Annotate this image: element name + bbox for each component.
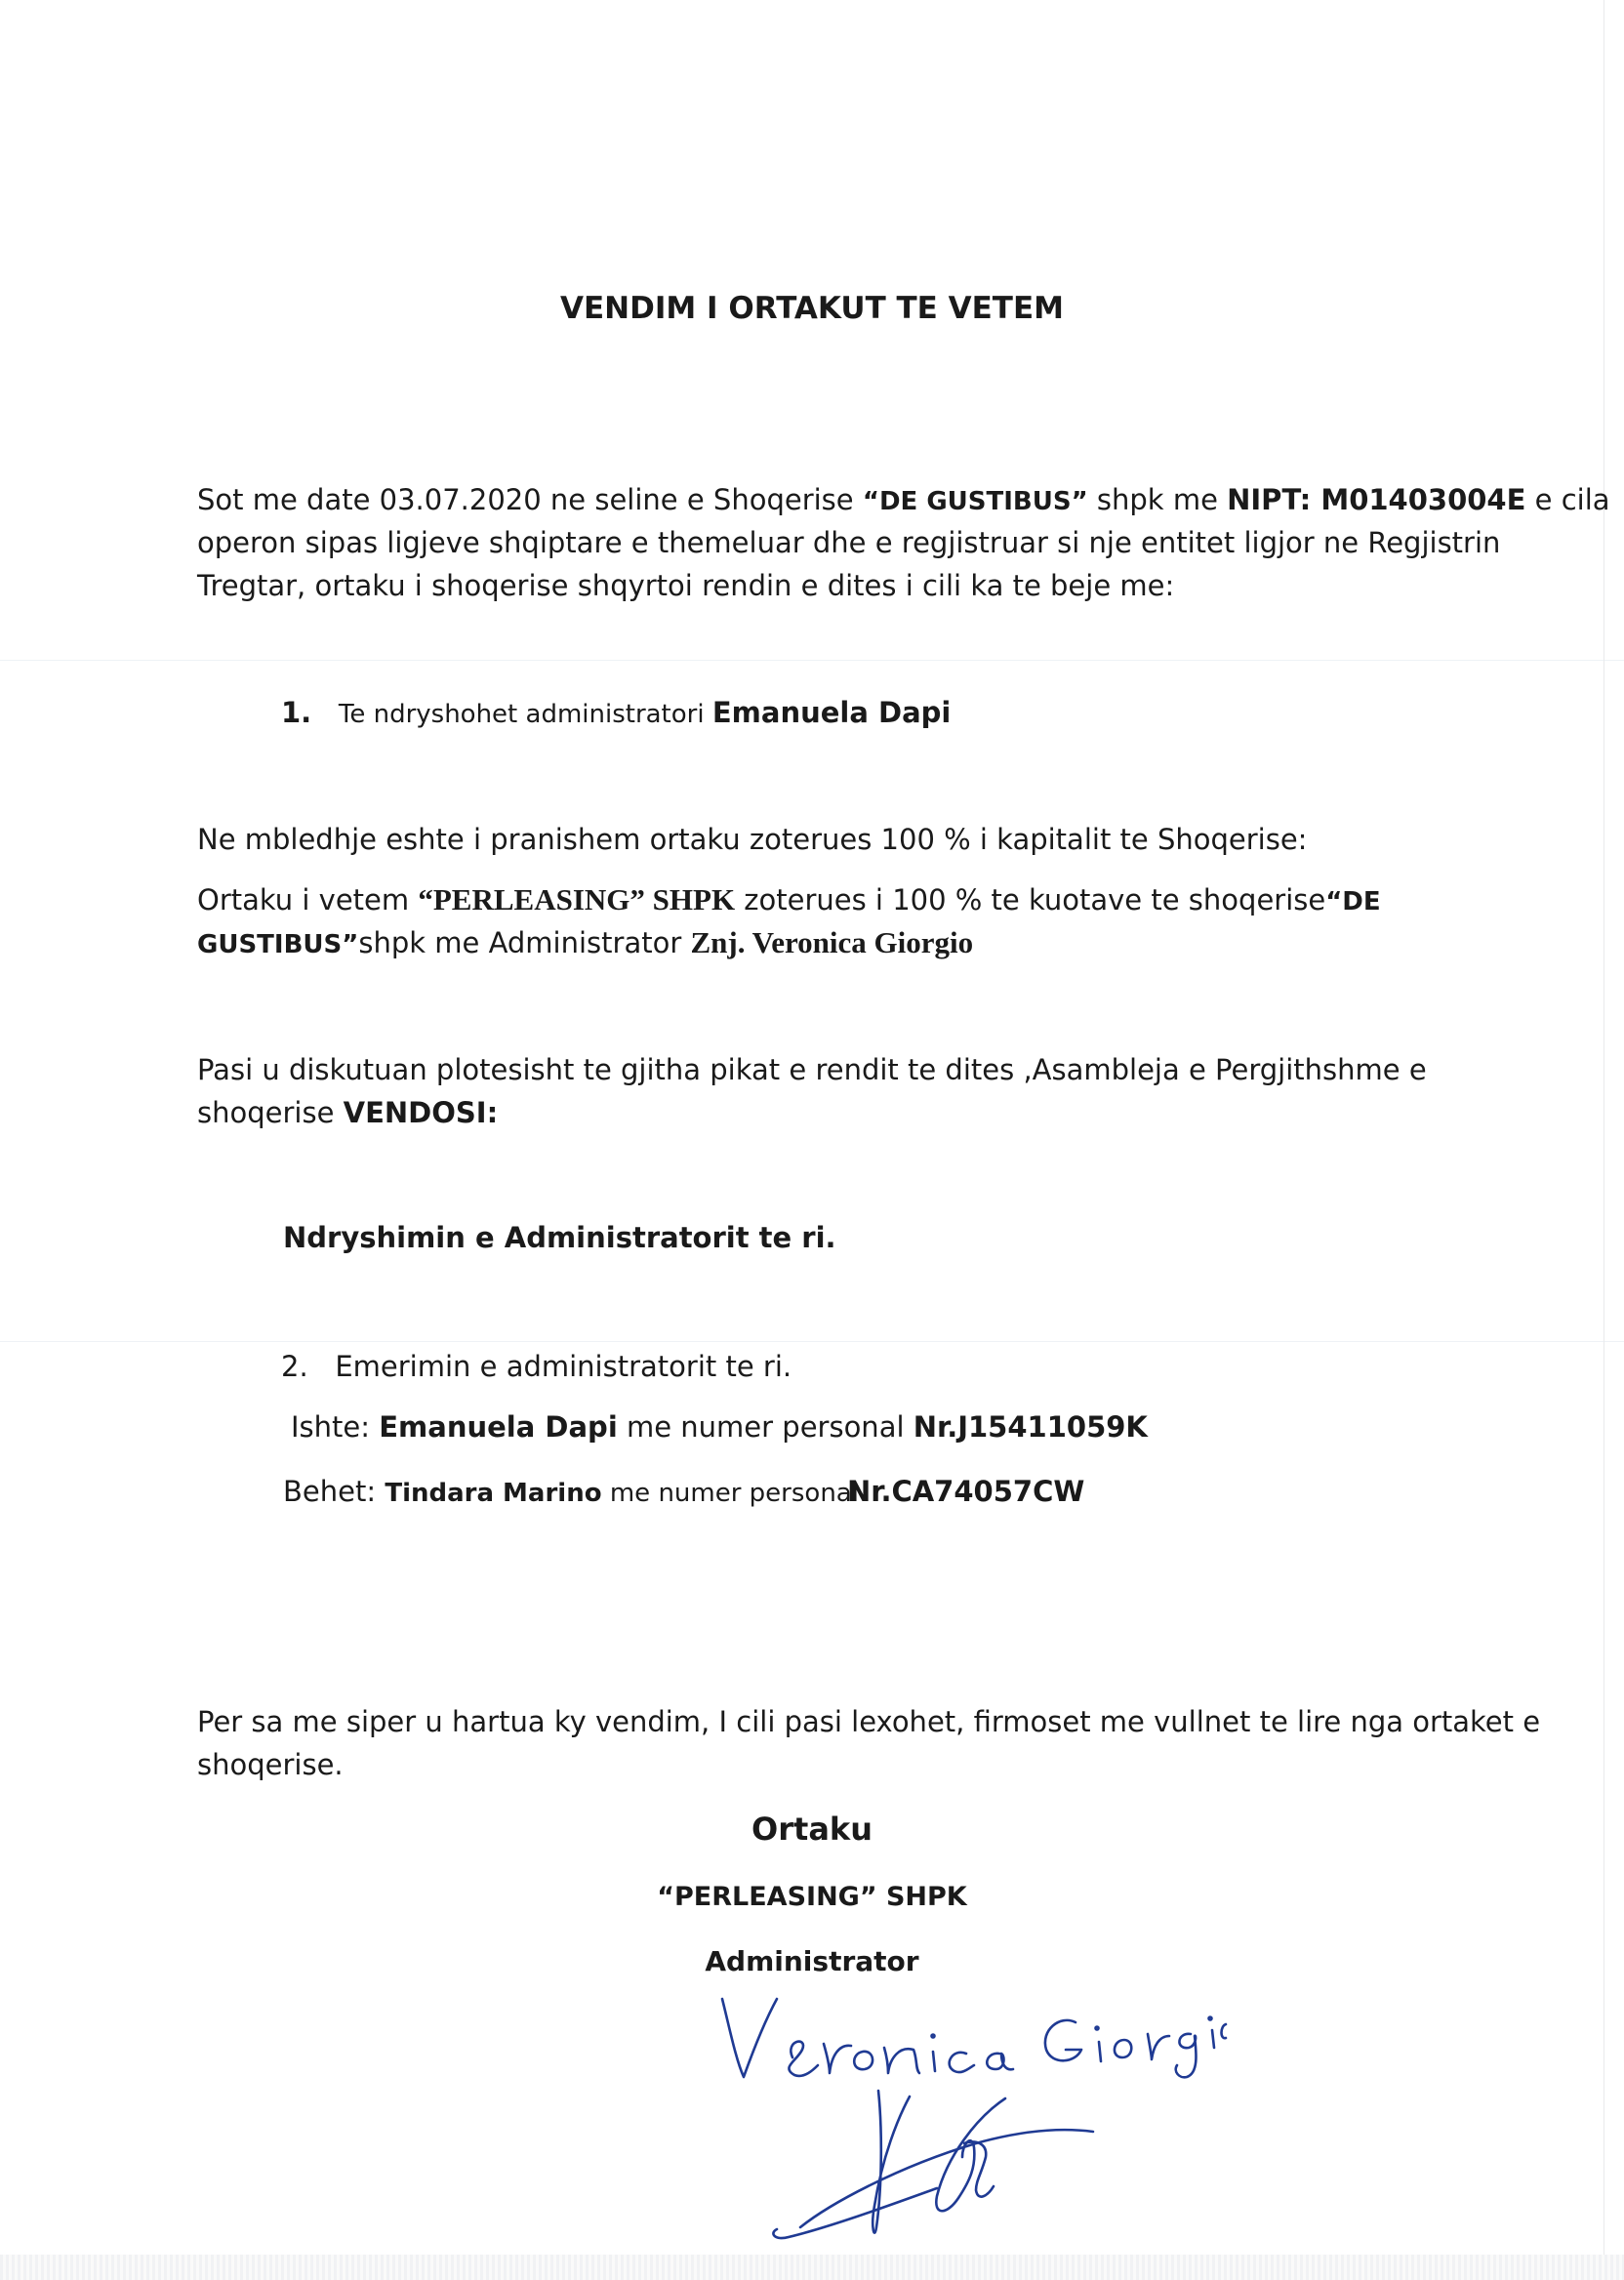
current-administrator	[291, 1405, 1148, 1448]
new-administrator	[283, 1470, 859, 1515]
partner-company: “PERLEASING” SHPK	[418, 882, 736, 916]
administrator-name: Emanuela Dapi	[711, 696, 952, 729]
scan-artifact-line	[0, 660, 1624, 661]
company-name: GUSTIBUS”	[197, 930, 359, 959]
signature-title: Administrator	[705, 1945, 919, 1977]
handwritten-signature	[683, 1972, 1230, 2264]
intro-text: Sot me date 03.07.2020 ne seline e Shoqerise	[197, 483, 863, 516]
closing-line-1: Per sa me siper u hartua ky vendim, I cili pasi lexohet, firmoset me vullnet te lire nga ortaket e	[197, 1705, 1541, 1738]
label: Behet:	[283, 1475, 386, 1508]
personal-number: Nr.J15411059K	[913, 1410, 1148, 1444]
intro-text: shpk me	[1087, 483, 1228, 516]
administrator-name: Emanuela Dapi	[379, 1410, 618, 1444]
decision-line-1: Pasi u diskutuan plotesisht te gjitha pikat e rendit te dites ,Asambleja e Pergjithshme e	[197, 1053, 1427, 1086]
closing-line-2: shoqerise.	[197, 1748, 344, 1781]
signature-role: Ortaku	[751, 1811, 873, 1848]
agenda-number: 2.	[281, 1350, 308, 1383]
partner-line-1	[197, 878, 1381, 923]
label: Ishte:	[291, 1410, 380, 1444]
agenda-item-1	[281, 691, 951, 736]
intro-line-1	[197, 478, 1610, 523]
intro-line-2: operon sipas ligjeve shqiptare e themeluar dhe e regjistruar si nje entitet ligjor ne Regjistrin	[197, 526, 1501, 559]
meeting-statement: Ne mbledhje eshte i pranishem ortaku zoterues 100 % i kapitalit te Shoqerise:	[197, 823, 1308, 856]
intro-text: e cila	[1525, 483, 1610, 516]
signature-company: “PERLEASING” SHPK	[657, 1882, 967, 1912]
decision-keyword: VENDOSI:	[343, 1096, 499, 1129]
partner-text: Ortaku i vetem	[197, 883, 419, 916]
label: me numer personal	[601, 1479, 859, 1508]
partner-administrator: Znj. Veronica Giorgio	[690, 925, 974, 959]
partner-line-2	[197, 921, 973, 966]
company-name: “DE GUSTIBUS”	[862, 487, 1088, 516]
label: me numer personal	[617, 1410, 914, 1444]
agenda-number: 1.	[281, 696, 312, 729]
intro-line-3: Tregtar, ortaku i shoqerise shqyrtoi rendin e dites i cili ka te beje me:	[197, 569, 1175, 602]
agenda-text: Emerimin e administratorit te ri.	[335, 1350, 792, 1383]
decision-line-2	[197, 1091, 498, 1134]
personal-number: Nr.CA74057CW	[847, 1475, 1085, 1508]
administrator-name: Tindara Marino	[385, 1479, 602, 1508]
scan-artifact-line	[0, 1341, 1624, 1342]
resolution: Ndryshimin e Administratorit te ri.	[283, 1221, 836, 1254]
decision-text: shoqerise	[197, 1096, 344, 1129]
partner-text: shpk me Administrator	[358, 926, 691, 959]
document-title: VENDIM I ORTAKUT TE VETEM	[560, 291, 1064, 326]
agenda-text: Te ndryshohet administratori	[338, 700, 712, 729]
company-name: “DE	[1325, 887, 1381, 916]
nipt-number: NIPT: M01403004E	[1227, 483, 1526, 516]
partner-text: zoterues i 100 % te kuotave te shoqerise	[735, 883, 1326, 916]
agenda-item-2	[281, 1345, 792, 1388]
